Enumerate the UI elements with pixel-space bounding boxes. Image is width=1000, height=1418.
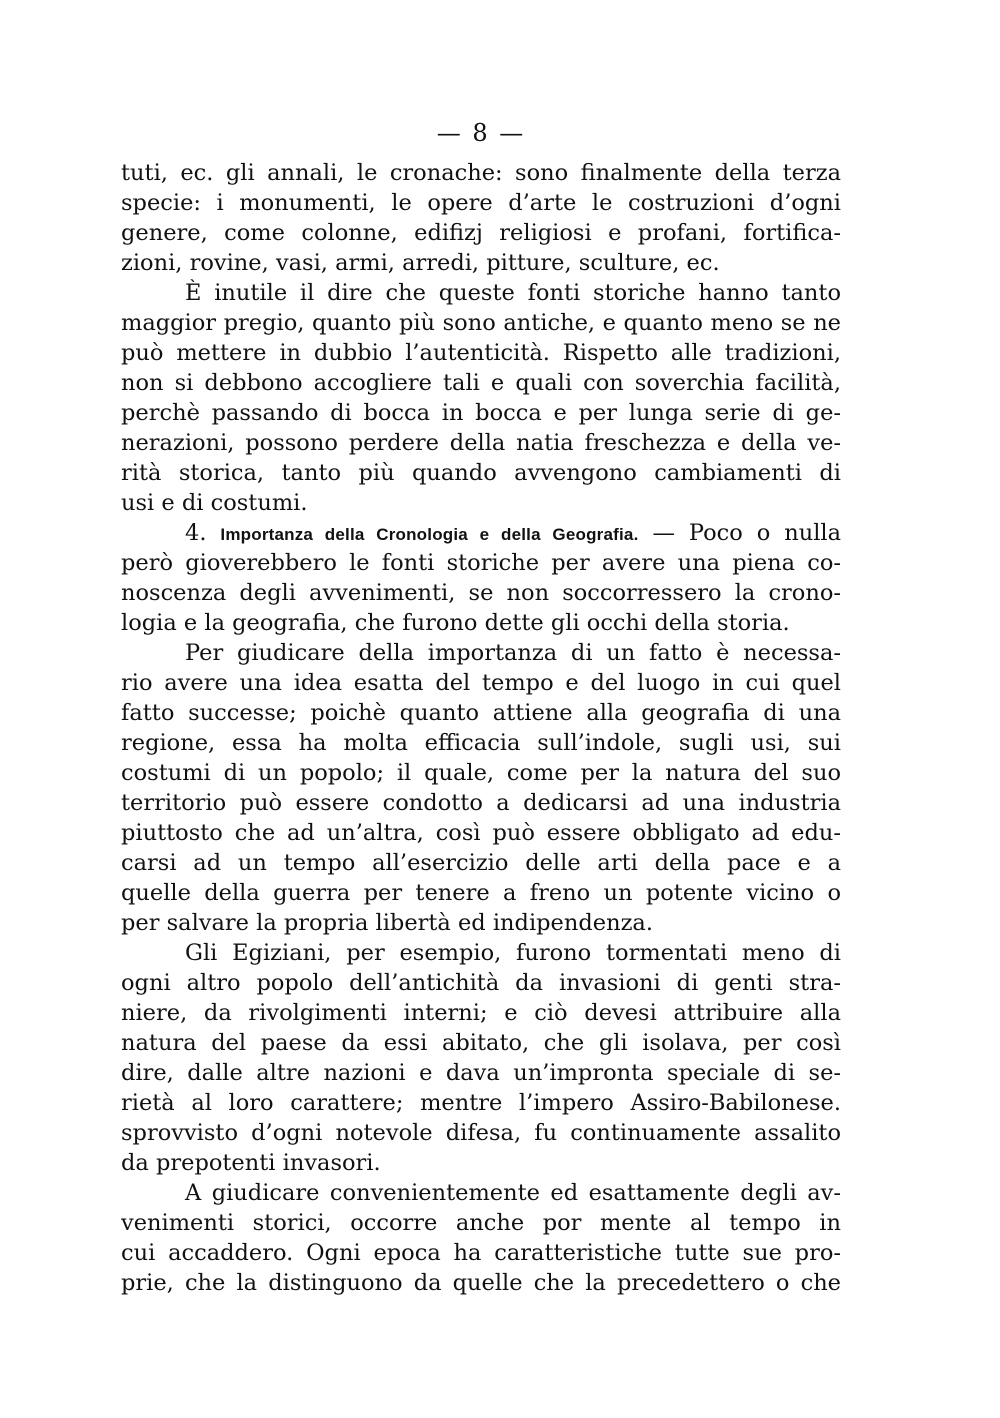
text-line: prie, che la distinguono da quelle che la precedettero o che — [121, 1270, 841, 1296]
paragraph-sources-continued — [121, 158, 841, 278]
text-line: sprovvisto d’ogni notevole difesa, fu continuamente assalito — [121, 1120, 841, 1146]
text-line: specie: i monumenti, le opere d’arte le costruzioni d’ogni — [121, 190, 841, 216]
text-line: A giudicare convenientemente ed esattamente degli av- — [185, 1180, 841, 1206]
text-line: fatto successe; poichè quanto attiene alla geografia di una — [121, 700, 841, 726]
text-line: per salvare la propria libertà ed indipendenza. — [121, 910, 653, 936]
text-line: ogni altro popolo dell’antichità da invasioni di genti stra- — [121, 970, 841, 996]
text-line: rità storica, tanto più quando avvengono cambiamenti di — [121, 460, 841, 486]
text-line: dire, dalle altre nazioni e dava un’impronta speciale di se- — [121, 1060, 841, 1086]
book-page — [121, 118, 841, 1298]
text-line: da prepotenti invasori. — [121, 1150, 381, 1176]
text-line: nerazioni, possono perdere della natia freschezza e della ve- — [121, 430, 841, 456]
text-line: È inutile il dire che queste fonti storiche hanno tanto — [185, 280, 841, 306]
text-line: logia e la geografia, che furono dette gli occhi della storia. — [121, 610, 790, 636]
text-line: Per giudicare della importanza di un fatto è necessa- — [185, 640, 841, 666]
text-line: usi e di costumi. — [121, 490, 308, 516]
text-line: venimenti storici, occorre anche por mente al tempo in — [121, 1210, 841, 1236]
text-line: regione, essa ha molta efficacia sull’indole, sugli usi, sui — [121, 730, 841, 756]
text-line: rietà al loro carattere; mentre l’impero Assiro-Babilonese. — [121, 1090, 841, 1116]
text-line: piuttosto che ad un’altra, così può essere obbligato ad edu- — [121, 820, 841, 846]
text-line: tuti, ec. gli annali, le cronache: sono finalmente della terza — [121, 160, 841, 186]
text-line: non si debbono accogliere tali e quali con soverchia facilità, — [121, 370, 841, 396]
section-number: 4. — [185, 520, 207, 546]
paragraph-time-importance — [121, 1178, 841, 1298]
text-line: Gli Egiziani, per esempio, furono tormentati meno di — [185, 940, 841, 966]
text-line: però gioverebbero le fonti storiche per avere una piena co- — [121, 550, 841, 576]
text-line: perchè passando di bocca in bocca e per lunga serie di ge- — [121, 400, 841, 426]
text-line: quelle della guerra per tenere a freno un potente vicino o — [121, 880, 841, 906]
text-line: natura del paese da essi abitato, che gli isolava, per così — [121, 1030, 841, 1056]
text-line: noscenza degli avvenimenti, se non soccorressero la crono- — [121, 580, 841, 606]
text-line: carsi ad un tempo all’esercizio delle arti della pace e a — [121, 850, 841, 876]
paragraph-historical-sources-value — [121, 278, 841, 518]
text-line: costumi di un popolo; il quale, come per la natura del suo — [121, 760, 841, 786]
section-heading-line — [121, 518, 841, 548]
text-line: genere, come colonne, edifizj religiosi e profani, fortifica- — [121, 220, 841, 246]
text-line: niere, da rivolgimenti interni; e ciò devesi attribuire alla — [121, 1000, 841, 1026]
paragraph-geography-importance — [121, 638, 841, 938]
section-4-importance — [121, 518, 841, 638]
text-line: territorio può essere condotto a dedicarsi ad una industria — [121, 790, 841, 816]
section-heading: Importanza della Cronologia e della Geografia. — [220, 525, 639, 544]
paragraph-egyptians-example — [121, 938, 841, 1178]
text-line: zioni, rovine, vasi, armi, arredi, pitture, sculture, ec. — [121, 250, 720, 276]
text-line: rio avere una idea esatta del tempo e del luogo in cui quel — [121, 670, 841, 696]
text-line: maggior pregio, quanto più sono antiche, e quanto meno se ne — [121, 310, 841, 336]
heading-line-text: — Poco o nulla — [652, 520, 841, 546]
page-number: — 8 — — [436, 119, 526, 147]
text-line: cui accaddero. Ogni epoca ha caratteristiche tutte sue pro- — [121, 1240, 841, 1266]
text-line: può mettere in dubbio l’autenticità. Rispetto alle tradizioni, — [121, 340, 841, 366]
